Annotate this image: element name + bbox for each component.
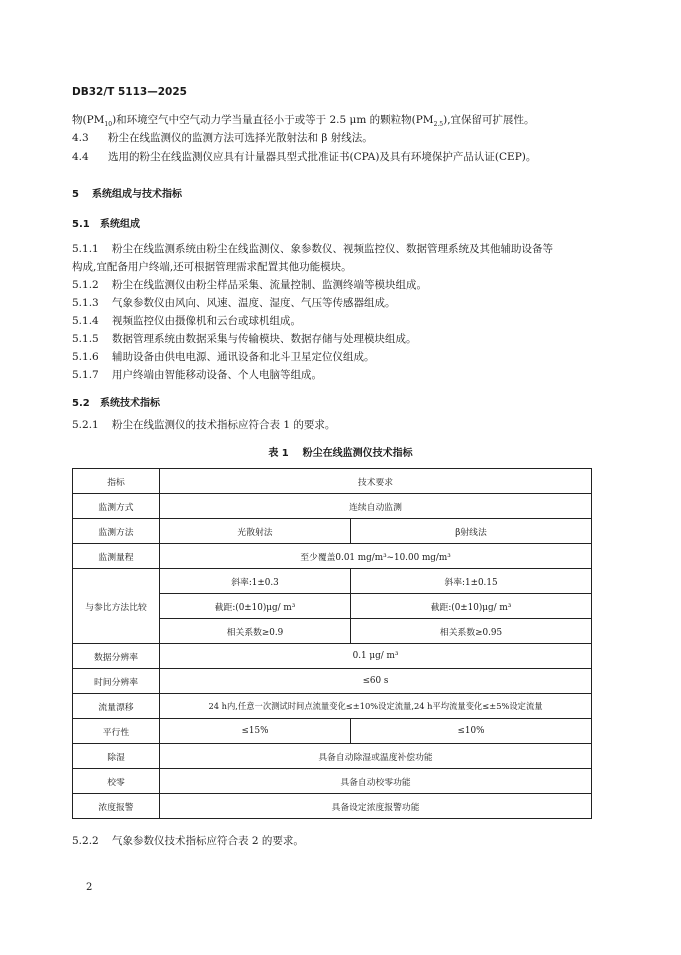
clause-number: 4.3 — [72, 132, 89, 144]
section-title: 系统技术指标 — [100, 398, 160, 409]
row-value: 至少覆盖0.01 mg/m³~10.00 mg/m³ — [160, 544, 592, 569]
table-1-caption: 表 1 粉尘在线监测仪技术指标 — [268, 448, 413, 459]
table-row — [73, 719, 592, 744]
row-value: 0.1 μg/ m³ — [160, 644, 592, 669]
clause-5-1-3 — [72, 295, 396, 311]
spec-table — [72, 468, 592, 819]
page-number: 2 — [86, 882, 93, 893]
row-value: 具备自动除湿或温度补偿功能 — [160, 744, 592, 769]
row-value: 连续自动监测 — [160, 494, 592, 519]
row-value: 24 h内,任意一次测试时间点流量变化≤±10%设定流量,24 h平均流量变化≤±5%设定流量 — [160, 694, 592, 719]
row-label: 监测方法 — [73, 519, 160, 544]
standard-number: DB32/T 5113—2025 — [72, 86, 187, 98]
correlation-b-cell: 相关系数≥0.95 — [351, 619, 592, 644]
table-row — [73, 794, 592, 819]
pm25-subscript: 2.5 — [433, 121, 444, 129]
correlation-a-cell: 相关系数≥0.9 — [160, 619, 351, 644]
clause-text: 用户终端由智能移动设备、个人电脑等组成。 — [112, 369, 322, 381]
clause-text: 选用的粉尘在线监测仪应具有计量器具型式批准证书(CPA)及具有环境保护产品认证(CEP)。 — [108, 151, 537, 163]
clause-5-1-7 — [72, 367, 322, 383]
clause-number: 5.2.2 — [72, 835, 99, 847]
clause-5-1-5 — [72, 331, 417, 347]
clause-number: 5.1.7 — [72, 369, 99, 381]
row-label: 校零 — [73, 769, 160, 794]
clause-5-1-1 — [72, 241, 553, 257]
clause-number: 5.1.2 — [72, 279, 99, 291]
table-row — [73, 519, 592, 544]
header-indicator: 指标 — [73, 469, 160, 494]
row-label: 平行性 — [73, 719, 160, 744]
table-row — [73, 694, 592, 719]
clause-5-1-2 — [72, 277, 427, 293]
continuation-suffix: ),宜保留可扩展性。 — [443, 114, 535, 126]
clause-text: 辅助设备由供电电源、通讯设备和北斗卫星定位仪组成。 — [112, 351, 375, 363]
section-5-2-heading — [72, 394, 160, 409]
section-title: 系统组成 — [100, 219, 140, 230]
table-row — [73, 544, 592, 569]
clause-number: 5.1.5 — [72, 333, 99, 345]
clause-text: 气象参数仪由风向、风速、温度、湿度、气压等传感器组成。 — [112, 297, 396, 309]
row-label: 监测量程 — [73, 544, 160, 569]
clause-5-1-4 — [72, 313, 301, 329]
clause-5-2-2 — [72, 833, 304, 849]
table-row — [73, 769, 592, 794]
row-label: 流量漂移 — [73, 694, 160, 719]
section-5-heading — [72, 185, 182, 200]
light-scattering-cell: 光散射法 — [160, 519, 351, 544]
clause-number: 5.1.1 — [72, 243, 99, 255]
clause-text: 数据管理系统由数据采集与传输模块、数据存储与处理模块组成。 — [112, 333, 417, 345]
row-label: 时间分辨率 — [73, 669, 160, 694]
parallel-a-cell: ≤15% — [160, 719, 351, 744]
clause-5-2-1 — [72, 417, 335, 433]
row-label: 浓度报警 — [73, 794, 160, 819]
section-5-1-heading — [72, 215, 140, 230]
continuation-prefix: 物(PM — [72, 114, 105, 126]
clause-number: 4.4 — [72, 151, 89, 163]
clause-4-3 — [72, 130, 373, 146]
section-number: 5.2 — [72, 398, 90, 409]
table-row — [73, 569, 592, 594]
table-row — [73, 494, 592, 519]
clause-text: 气象参数仪技术指标应符合表 2 的要求。 — [112, 835, 304, 847]
clause-text: 粉尘在线监测仪由粉尘样品采集、流量控制、监测终端等模块组成。 — [112, 279, 427, 291]
pm10-subscript: 10 — [104, 121, 113, 129]
clause-text: 视频监控仪由摄像机和云台或球机组成。 — [112, 315, 301, 327]
clause-text: 粉尘在线监测系统由粉尘在线监测仪、象参数仪、视频监控仪、数据管理系统及其他辅助设备等 — [112, 243, 553, 255]
clause-text: 粉尘在线监测仪的监测方法可选择光散射法和 β 射线法。 — [108, 132, 373, 144]
row-value: 具备设定浓度报警功能 — [160, 794, 592, 819]
clause-number: 5.1.4 — [72, 315, 99, 327]
clause-number: 5.1.3 — [72, 297, 99, 309]
clause-4-4 — [72, 149, 536, 165]
slope-b-cell: 斜率:1±0.15 — [351, 569, 592, 594]
clause-text: 粉尘在线监测仪的技术指标应符合表 1 的要求。 — [112, 419, 336, 431]
intercept-b-cell: 截距:(0±10)μg/ m³ — [351, 594, 592, 619]
section-number: 5.1 — [72, 219, 90, 230]
parallel-b-cell: ≤10% — [351, 719, 592, 744]
intercept-a-cell: 截距:(0±10)μg/ m³ — [160, 594, 351, 619]
slope-a-cell: 斜率:1±0.3 — [160, 569, 351, 594]
section-number: 5 — [72, 189, 79, 200]
clause-number: 5.2.1 — [72, 419, 99, 431]
clause-5-1-6 — [72, 349, 375, 365]
row-label: 监测方式 — [73, 494, 160, 519]
table-header-row — [73, 469, 592, 494]
beta-ray-cell: β射线法 — [351, 519, 592, 544]
continuation-middle: )和环境空气中空气动力学当量直径小于或等于 2.5 μm 的颗粒物(PM — [112, 114, 434, 126]
table-row — [73, 669, 592, 694]
row-label: 与参比方法比较 — [73, 569, 160, 644]
header-requirement: 技术要求 — [160, 469, 592, 494]
clause-number: 5.1.6 — [72, 351, 99, 363]
row-label: 除湿 — [73, 744, 160, 769]
row-label: 数据分辨率 — [73, 644, 160, 669]
clause-5-1-1-continued: 构成,宜配备用户终端,还可根据管理需求配置其他功能模块。 — [72, 261, 352, 273]
section-title: 系统组成与技术指标 — [92, 189, 182, 200]
row-value: 具备自动校零功能 — [160, 769, 592, 794]
table-row — [73, 744, 592, 769]
row-value: ≤60 s — [160, 669, 592, 694]
table-row — [73, 644, 592, 669]
